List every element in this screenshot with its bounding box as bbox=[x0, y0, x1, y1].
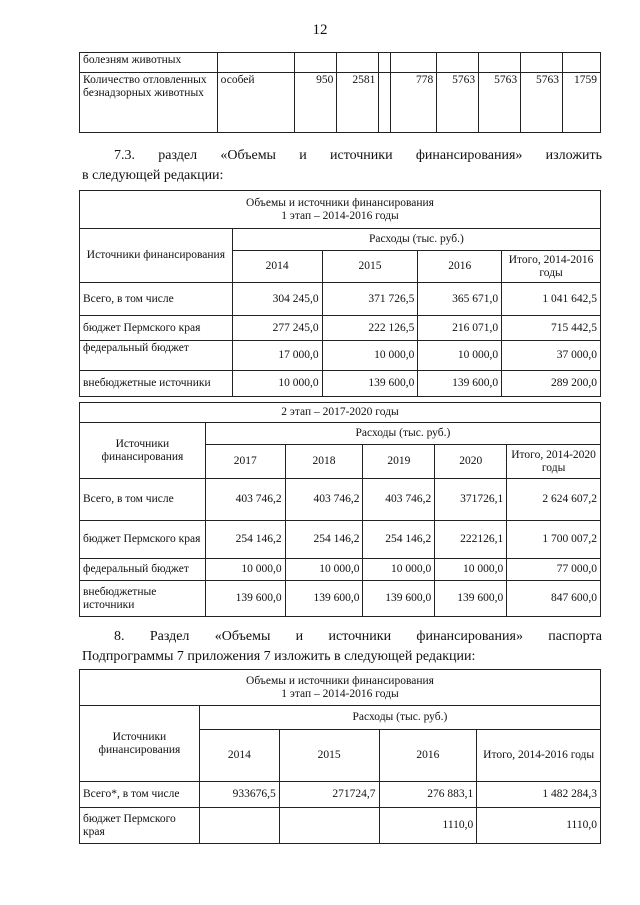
value-cell: 289 200,0 bbox=[502, 371, 601, 397]
value-cell: 5763 bbox=[521, 73, 563, 133]
stage2-title: 2 этап – 2017-2020 годы bbox=[80, 403, 601, 423]
value-cell: 1759 bbox=[563, 73, 601, 133]
value-cell: 1110,0 bbox=[477, 808, 601, 844]
row-label: федеральный бюджет bbox=[80, 341, 233, 371]
value-cell: 139 600,0 bbox=[418, 371, 502, 397]
value-cell: 403 746,2 bbox=[363, 479, 435, 521]
value-cell: 17 000,0 bbox=[232, 341, 322, 371]
value-cell: 139 600,0 bbox=[322, 371, 418, 397]
value-cell: 933676,5 bbox=[199, 782, 279, 808]
unit-cell: особей bbox=[217, 73, 295, 133]
value-cell: 1 041 642,5 bbox=[502, 283, 601, 316]
row-label: внебюджетные источники bbox=[80, 581, 206, 617]
value-cell: 77 000,0 bbox=[507, 559, 601, 581]
value-cell: 139 600,0 bbox=[435, 581, 507, 617]
sources-header: Источники финансирования bbox=[80, 229, 233, 283]
total-header: Итого, 2014-2016 годы bbox=[477, 730, 601, 782]
value-cell: 778 bbox=[391, 73, 437, 133]
expenses-header: Расходы (тыс. руб.) bbox=[205, 423, 600, 445]
year-header: 2014 bbox=[199, 730, 279, 782]
expenses-header: Расходы (тыс. руб.) bbox=[199, 706, 600, 730]
value-cell: 2581 bbox=[337, 73, 379, 133]
value-cell: 254 146,2 bbox=[205, 521, 285, 559]
expenses-header: Расходы (тыс. руб.) bbox=[232, 229, 600, 251]
paragraph-7-3-line1: 7.3. раздел «Объемы и источники финансирования» изложить bbox=[114, 148, 602, 163]
top-indicators-table bbox=[79, 52, 601, 133]
value-cell: 10 000,0 bbox=[363, 559, 435, 581]
value-cell: 10 000,0 bbox=[205, 559, 285, 581]
row-label: бюджет Пермского края bbox=[80, 521, 206, 559]
value-cell bbox=[279, 808, 379, 844]
value-cell: 371 726,5 bbox=[322, 283, 418, 316]
page-number: 12 bbox=[312, 22, 328, 38]
value-cell: 139 600,0 bbox=[363, 581, 435, 617]
value-cell: 5763 bbox=[479, 73, 521, 133]
year-header: 2015 bbox=[279, 730, 379, 782]
total-header: Итого, 2014-2020 годы bbox=[507, 445, 601, 479]
value-cell: 139 600,0 bbox=[285, 581, 363, 617]
financing-table-stage2 bbox=[79, 402, 601, 617]
value-cell bbox=[199, 808, 279, 844]
value-cell: 10 000,0 bbox=[285, 559, 363, 581]
financing-table-subprogram7 bbox=[79, 669, 601, 844]
value-cell: 1110,0 bbox=[379, 808, 477, 844]
table-title: Объемы и источники финансирования 1 этап – 2014-2016 годы bbox=[80, 191, 601, 229]
value-cell: 10 000,0 bbox=[418, 341, 502, 371]
year-header: 2015 bbox=[322, 251, 418, 283]
value-cell: 950 bbox=[295, 73, 337, 133]
value-cell: 254 146,2 bbox=[285, 521, 363, 559]
value-cell: 139 600,0 bbox=[205, 581, 285, 617]
value-cell: 216 071,0 bbox=[418, 316, 502, 341]
year-header: 2020 bbox=[435, 445, 507, 479]
value-cell: 847 600,0 bbox=[507, 581, 601, 617]
value-cell: 37 000,0 bbox=[502, 341, 601, 371]
row-label: внебюджетные источники bbox=[80, 371, 233, 397]
value-cell: 5763 bbox=[437, 73, 479, 133]
year-header: 2019 bbox=[363, 445, 435, 479]
value-cell: 304 245,0 bbox=[232, 283, 322, 316]
value-cell: 276 883,1 bbox=[379, 782, 477, 808]
value-cell: 403 746,2 bbox=[285, 479, 363, 521]
value-cell: 271724,7 bbox=[279, 782, 379, 808]
row-label: Всего*, в том числе bbox=[80, 782, 200, 808]
value-cell: 10 000,0 bbox=[232, 371, 322, 397]
value-cell: 1 700 007,2 bbox=[507, 521, 601, 559]
total-header: Итого, 2014-2016 годы bbox=[502, 251, 601, 283]
sources-header: Источники финансирования bbox=[80, 706, 200, 782]
value-cell: 222126,1 bbox=[435, 521, 507, 559]
value-cell: 10 000,0 bbox=[322, 341, 418, 371]
paragraph-8-line2: Подпрограммы 7 приложения 7 изложить в следующей редакции: bbox=[82, 649, 476, 664]
row-label: бюджет Пермского края bbox=[80, 316, 233, 341]
value-cell: 715 442,5 bbox=[502, 316, 601, 341]
row-label: бюджет Пермского края bbox=[80, 808, 200, 844]
paragraph-7-3-line2: в следующей редакции: bbox=[82, 168, 224, 183]
value-cell: 2 624 607,2 bbox=[507, 479, 601, 521]
year-header: 2016 bbox=[418, 251, 502, 283]
value-cell: 277 245,0 bbox=[232, 316, 322, 341]
value-cell: 403 746,2 bbox=[205, 479, 285, 521]
value-cell: 1 482 284,3 bbox=[477, 782, 601, 808]
year-header: 2014 bbox=[232, 251, 322, 283]
year-header: 2017 bbox=[205, 445, 285, 479]
row-label: Количество отловленных безнадзорных животных bbox=[80, 73, 218, 133]
row-label: федеральный бюджет bbox=[80, 559, 206, 581]
value-cell: 371726,1 bbox=[435, 479, 507, 521]
table-title: Объемы и источники финансирования 1 этап – 2014-2016 годы bbox=[80, 670, 601, 706]
value-cell: 10 000,0 bbox=[435, 559, 507, 581]
paragraph-8-line1: 8. Раздел «Объемы и источники финансирования» паспорта bbox=[114, 629, 602, 644]
sources-header: Источники финансирования bbox=[80, 423, 206, 479]
financing-table-stage1 bbox=[79, 190, 601, 397]
row-label: Всего, в том числе bbox=[80, 479, 206, 521]
year-header: 2016 bbox=[379, 730, 477, 782]
row-label: Всего, в том числе bbox=[80, 283, 233, 316]
value-cell: 365 671,0 bbox=[418, 283, 502, 316]
value-cell: 254 146,2 bbox=[363, 521, 435, 559]
year-header: 2018 bbox=[285, 445, 363, 479]
value-cell: 222 126,5 bbox=[322, 316, 418, 341]
row-label: болезням животных bbox=[80, 53, 218, 73]
